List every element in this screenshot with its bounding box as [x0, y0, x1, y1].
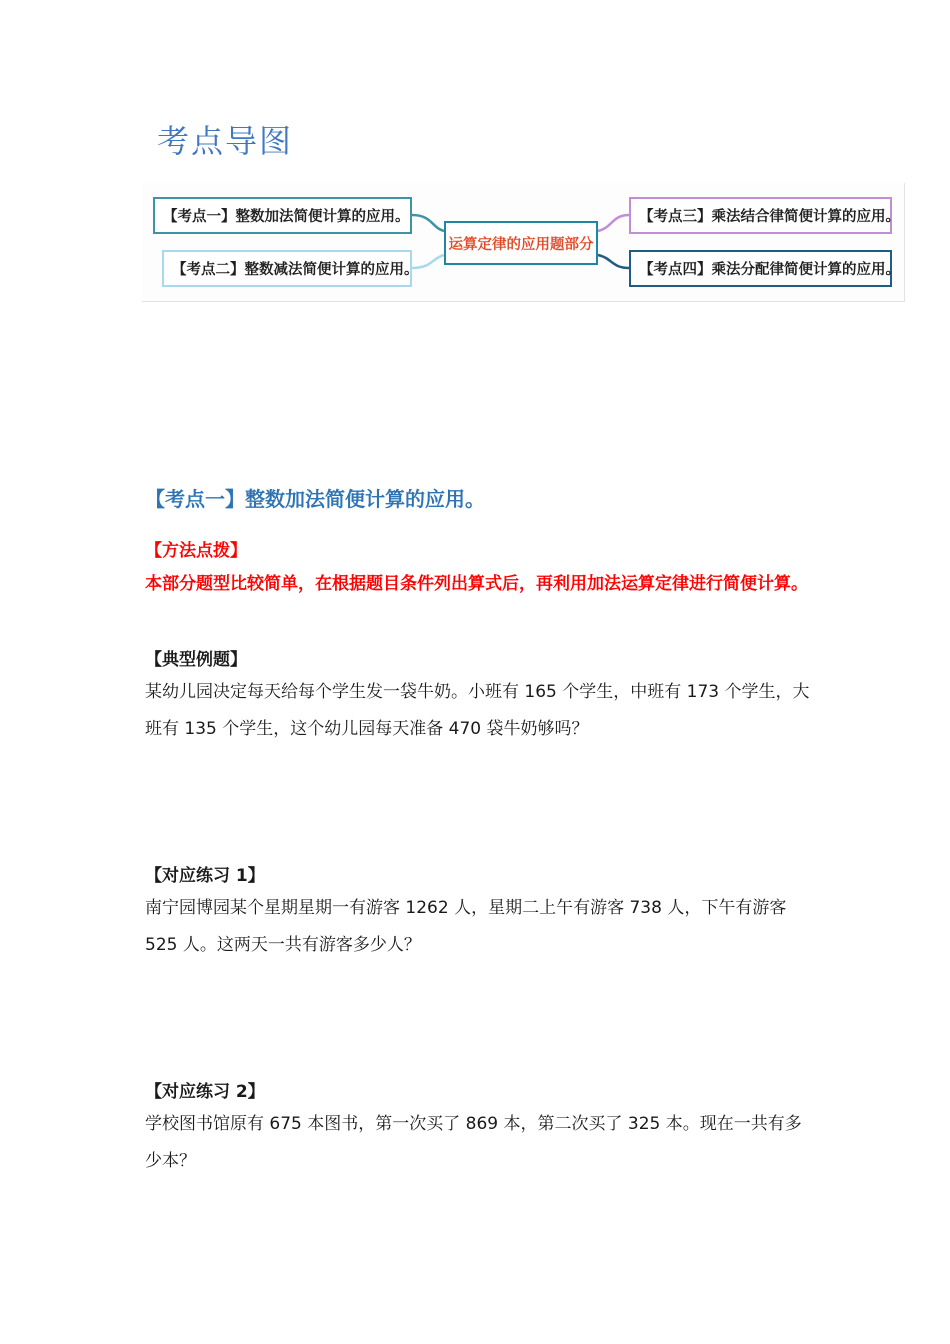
- connector-4: [598, 255, 629, 268]
- practice-2-text: 学校图书馆原有 675 本图书，第一次买了 869 本，第二次买了 325 本。现在一共有多少本？: [145, 1114, 802, 1171]
- practice-2-label: 【对应练习 2】: [145, 1082, 265, 1102]
- mind-map: [142, 183, 905, 302]
- mindmap-node-1: 【考点一】整数加法简便计算的应用。: [153, 197, 412, 234]
- practice-1-label: 【对应练习 1】: [145, 866, 265, 886]
- connector-1: [412, 215, 444, 231]
- mindmap-node-4: 【考点四】乘法分配律简便计算的应用。: [629, 250, 892, 287]
- mindmap-node-2: 【考点二】整数减法简便计算的应用。: [162, 250, 412, 287]
- mindmap-center-node: 运算定律的应用题部分: [444, 221, 598, 265]
- page-title: 考点导图: [157, 122, 294, 160]
- practice-1-text: 南宁园博园某个星期星期一有游客 1262 人，星期二上午有游客 738 人，下午有游客 525 人。这两天一共有游客多少人？: [145, 898, 787, 955]
- example-label: 【典型例题】: [145, 650, 247, 670]
- mindmap-node-3: 【考点三】乘法结合律简便计算的应用。: [629, 197, 892, 234]
- connector-3: [598, 215, 629, 231]
- example-text: 某幼儿园决定每天给每个学生发一袋牛奶。小班有 165 个学生，中班有 173 个学生，大班有 135 个学生，这个幼儿园每天准备 470 袋牛奶够吗？: [145, 682, 810, 739]
- method-label: 【方法点拨】: [145, 541, 247, 561]
- method-text: 本部分题型比较简单，在根据题目条件列出算式后，再利用加法运算定律进行简便计算。: [145, 574, 808, 594]
- section-heading: 【考点一】整数加法简便计算的应用。: [145, 487, 485, 511]
